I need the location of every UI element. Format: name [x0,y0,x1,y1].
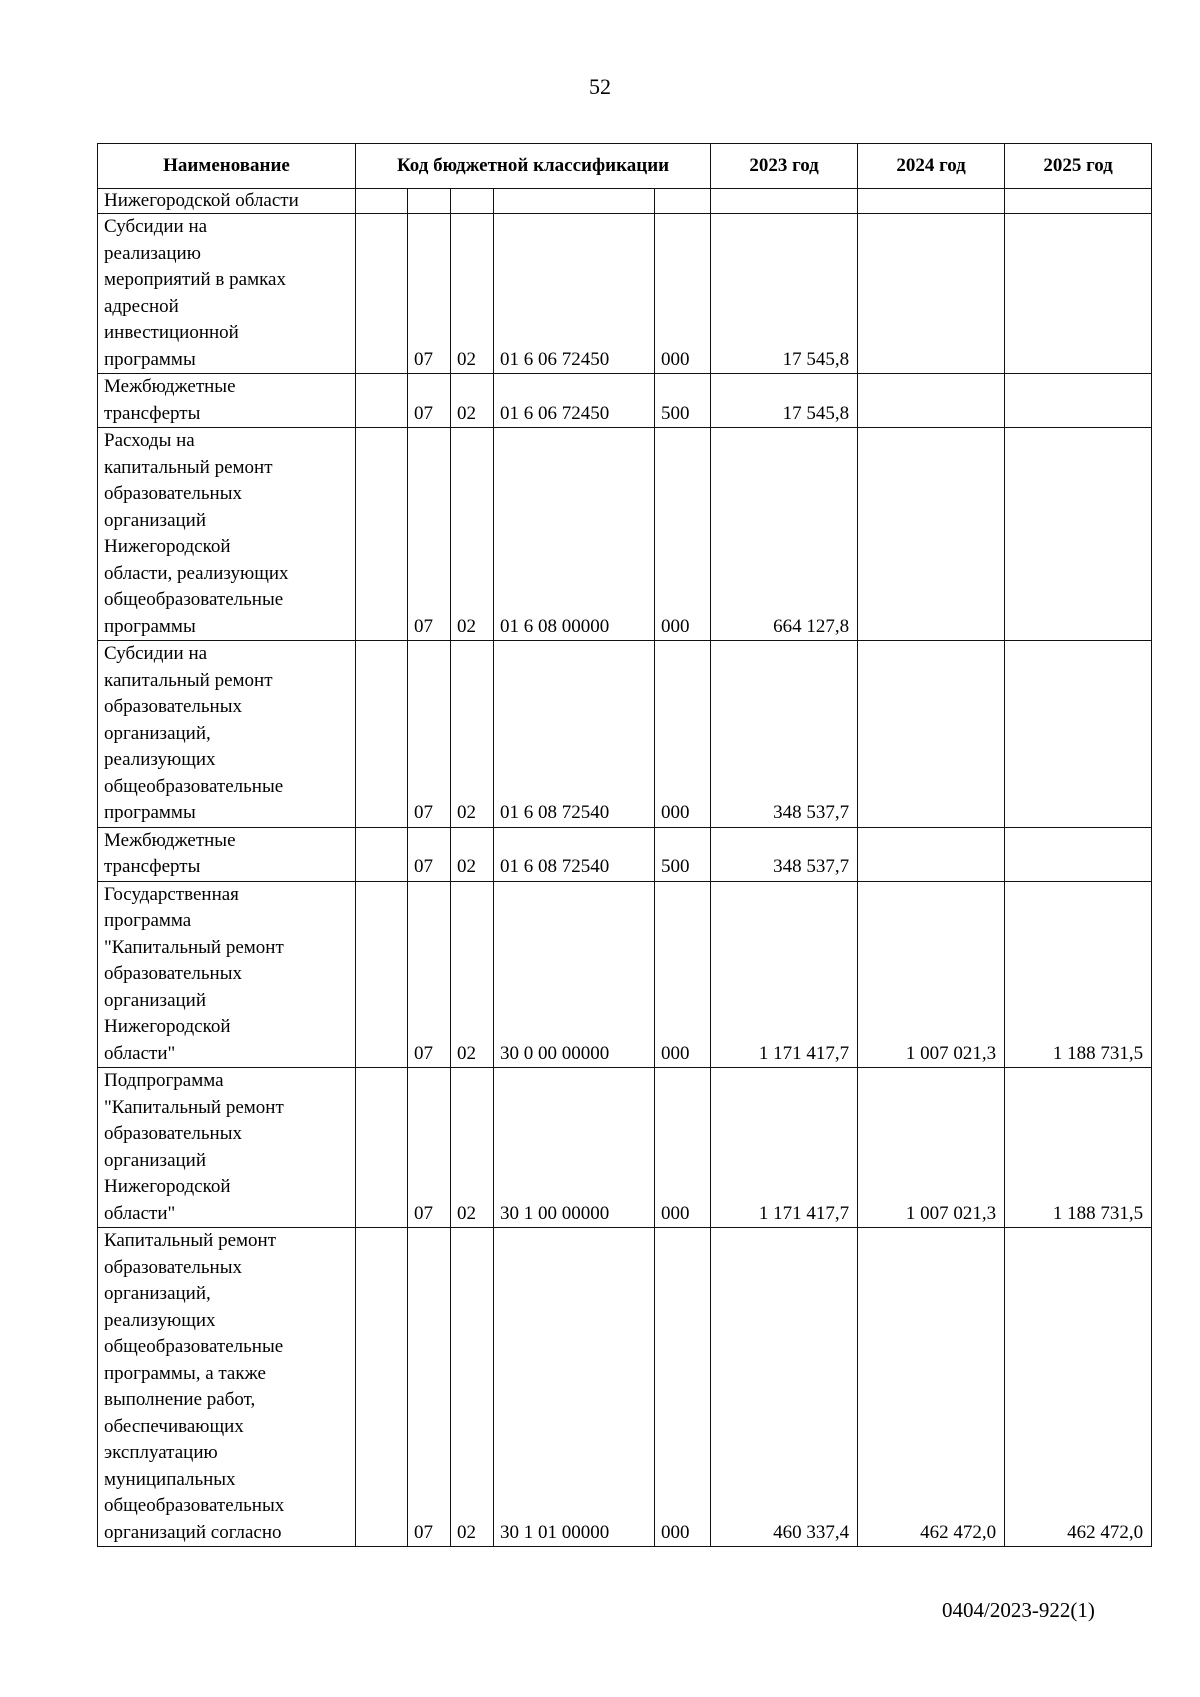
row-value-2023: 1 171 417,7 [711,1068,858,1228]
document-code: 0404/2023-922(1) [942,1598,1095,1622]
table-row [98,189,1152,214]
row-code-subsection: 02 [451,1068,494,1228]
row-value-2025 [1005,827,1152,881]
row-code-expense-type: 000 [655,1228,711,1547]
row-code-section: 07 [408,1068,451,1228]
row-value-2025 [1005,428,1152,641]
row-name: Нижегородской области [98,189,356,214]
row-value-2023: 348 537,7 [711,827,858,881]
table-row [98,1068,1152,1228]
table-row [98,881,1152,1068]
row-name: Субсидии на капитальный ремонт образовательных организаций, реализующих общеобразовательные программы [98,641,356,828]
row-code-target: 30 0 00 00000 [494,881,655,1068]
row-code-expense-type: 000 [655,1068,711,1228]
row-code-subsection [451,189,494,214]
row-code-target: 01 6 08 72540 [494,641,655,828]
row-code-target: 01 6 06 72450 [494,374,655,428]
row-value-2024: 1 007 021,3 [858,881,1005,1068]
row-value-2024 [858,827,1005,881]
row-code-expense-type: 000 [655,428,711,641]
table-header-row [98,144,1152,189]
row-code-subsection: 02 [451,881,494,1068]
row-value-2025 [1005,374,1152,428]
row-name: Государственная программа "Капитальный ремонт образовательных организаций Нижегородской области" [98,881,356,1068]
row-value-2023: 460 337,4 [711,1228,858,1547]
row-code-blank [356,214,408,374]
row-value-2024: 462 472,0 [858,1228,1005,1547]
row-code-target: 30 1 00 00000 [494,1068,655,1228]
row-value-2023 [711,189,858,214]
row-code-expense-type: 500 [655,374,711,428]
row-code-target: 01 6 06 72450 [494,214,655,374]
header-2023: 2023 год [711,144,858,189]
row-value-2025: 1 188 731,5 [1005,881,1152,1068]
row-name: Капитальный ремонт образовательных организаций, реализующих общеобразовательные программы, а также выполнение работ, обеспечивающих эксплуатацию муниципальных общеобразовательных организаций согласно [98,1228,356,1547]
header-2024: 2024 год [858,144,1005,189]
row-code-target [494,189,655,214]
table-row [98,641,1152,828]
row-name: Подпрограмма "Капитальный ремонт образовательных организаций Нижегородской области" [98,1068,356,1228]
row-name: Расходы на капитальный ремонт образовательных организаций Нижегородской области, реализующих общеобразовательные программы [98,428,356,641]
row-code-section: 07 [408,374,451,428]
row-value-2023: 664 127,8 [711,428,858,641]
row-code-expense-type: 000 [655,641,711,828]
row-value-2023: 17 545,8 [711,374,858,428]
row-code-expense-type: 000 [655,214,711,374]
row-name: Межбюджетные трансферты [98,827,356,881]
row-code-subsection: 02 [451,827,494,881]
row-code-subsection: 02 [451,428,494,641]
row-code-subsection: 02 [451,214,494,374]
row-code-blank [356,374,408,428]
row-value-2024 [858,641,1005,828]
table-row [98,374,1152,428]
row-name: Субсидии на реализацию мероприятий в рамках адресной инвестиционной программы [98,214,356,374]
row-code-blank [356,1228,408,1547]
row-value-2024 [858,214,1005,374]
row-code-blank [356,1068,408,1228]
row-value-2024 [858,189,1005,214]
row-value-2025 [1005,189,1152,214]
row-value-2024 [858,374,1005,428]
row-name: Межбюджетные трансферты [98,374,356,428]
row-code-section: 07 [408,428,451,641]
row-code-blank [356,189,408,214]
row-value-2024 [858,428,1005,641]
row-code-blank [356,428,408,641]
row-code-expense-type: 500 [655,827,711,881]
table-row [98,214,1152,374]
row-code-subsection: 02 [451,374,494,428]
row-code-section [408,189,451,214]
row-code-section: 07 [408,827,451,881]
header-2025: 2025 год [1005,144,1152,189]
header-code: Код бюджетной классификации [356,144,711,189]
row-code-subsection: 02 [451,1228,494,1547]
row-code-target: 30 1 01 00000 [494,1228,655,1547]
row-code-target: 01 6 08 00000 [494,428,655,641]
header-name: Наименование [98,144,356,189]
row-value-2024: 1 007 021,3 [858,1068,1005,1228]
row-code-expense-type: 000 [655,881,711,1068]
row-value-2025: 462 472,0 [1005,1228,1152,1547]
row-value-2023: 348 537,7 [711,641,858,828]
table-row [98,428,1152,641]
row-code-expense-type [655,189,711,214]
page-number: 52 [589,74,611,99]
row-code-target: 01 6 08 72540 [494,827,655,881]
budget-table [97,143,1152,1547]
table-row [98,1228,1152,1547]
row-code-blank [356,827,408,881]
row-code-subsection: 02 [451,641,494,828]
row-code-blank [356,641,408,828]
row-code-section: 07 [408,881,451,1068]
row-value-2023: 1 171 417,7 [711,881,858,1068]
row-value-2025 [1005,214,1152,374]
row-code-blank [356,881,408,1068]
row-value-2023: 17 545,8 [711,214,858,374]
row-code-section: 07 [408,214,451,374]
row-code-section: 07 [408,1228,451,1547]
table-row [98,827,1152,881]
row-value-2025 [1005,641,1152,828]
row-code-section: 07 [408,641,451,828]
row-value-2025: 1 188 731,5 [1005,1068,1152,1228]
